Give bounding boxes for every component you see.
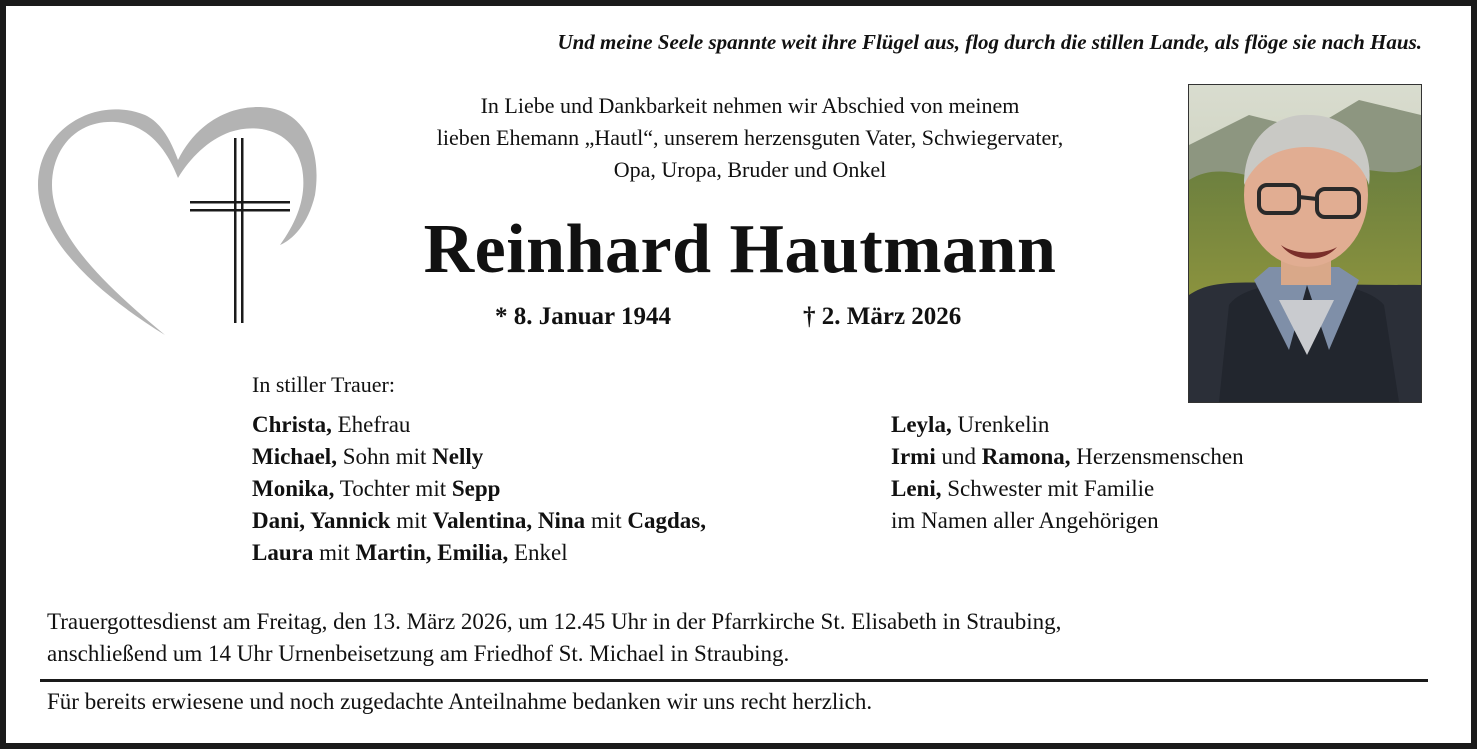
mourner-name: Irmi [891,444,936,469]
birth-date: * 8. Januar 1944 [495,303,671,330]
mourner-relation: Schwester mit Familie [941,476,1155,501]
mourner-name: Christa, [252,412,332,437]
mourners-left-column [252,409,706,569]
mourner-relation: Urenkelin [951,412,1050,437]
mourner-name: Cagdas, [627,508,706,533]
heart-outline-icon [38,107,317,335]
mourner-relation: und [935,444,982,469]
deceased-name: Reinhard Hautmann [423,211,1057,288]
mourner-relation: Sohn mit [336,444,433,469]
mourner-relation: mit [313,540,356,565]
intro-line: In Liebe und Dankbarkeit nehmen wir Abschied von meinem [480,93,1020,118]
thanks-line: Für bereits erwiesene und noch zugedachte Anteilnahme bedanken wir uns recht herzlich. [47,689,873,714]
mourner-name: Laura [252,540,314,565]
mourner-name: Nelly [432,444,484,469]
mourner-name: Leni, [891,476,942,501]
mourner-name: Valentina, Nina [432,508,586,533]
intro-text [330,90,1170,186]
mourners-right-column [891,409,1244,537]
intro-line: lieben Ehemann „Hautl“, unserem herzensguten Vater, Schwiegervater, [436,125,1064,150]
mourner-line [252,441,706,473]
portrait-photo [1188,84,1422,403]
divider [40,679,1428,682]
mourner-name: Leyla, [891,412,952,437]
mourner-name: Monika, [252,476,335,501]
mourner-name: Sepp [451,476,501,501]
mourner-relation: mit [585,508,628,533]
mourner-name: Martin, Emilia, [355,540,509,565]
mourner-line [252,505,706,537]
mourner-name: Dani, Yannick [252,508,391,533]
mourners-heading: In stiller Trauer: [252,372,395,397]
service-line: anschließend um 14 Uhr Urnenbeisetzung am Friedhof St. Michael in Straubing. [47,641,790,666]
mourner-relation: Tochter mit [334,476,452,501]
intro-line: Opa, Uropa, Bruder und Onkel [613,157,887,182]
mourner-line [252,537,706,569]
mourner-name: Ramona, [981,444,1071,469]
quote-line: Und meine Seele spannte weit ihre Flügel aus, flog durch die stillen Lande, als flöge sie nach Haus. [557,30,1422,54]
mourner-relation: im Namen aller Angehörigen [891,508,1159,533]
mourner-line [891,473,1244,505]
mourner-relation: Enkel [508,540,568,565]
mourner-relation: Ehefrau [331,412,411,437]
mourner-line [891,505,1244,537]
cross-icon [190,138,290,323]
heart-cross-symbol [30,100,330,340]
mourner-line [252,409,706,441]
mourner-relation: Herzensmenschen [1070,444,1244,469]
service-info [47,606,1061,670]
mourner-line [891,441,1244,473]
mourner-line [891,409,1244,441]
death-date: † 2. März 2026 [803,303,962,330]
service-line: Trauergottesdienst am Freitag, den 13. März 2026, um 12.45 Uhr in der Pfarrkirche St. Elisabeth in Straubing, [47,609,1062,634]
mourner-line [252,473,706,505]
mourner-relation: mit [390,508,433,533]
mourner-name: Michael, [252,444,337,469]
